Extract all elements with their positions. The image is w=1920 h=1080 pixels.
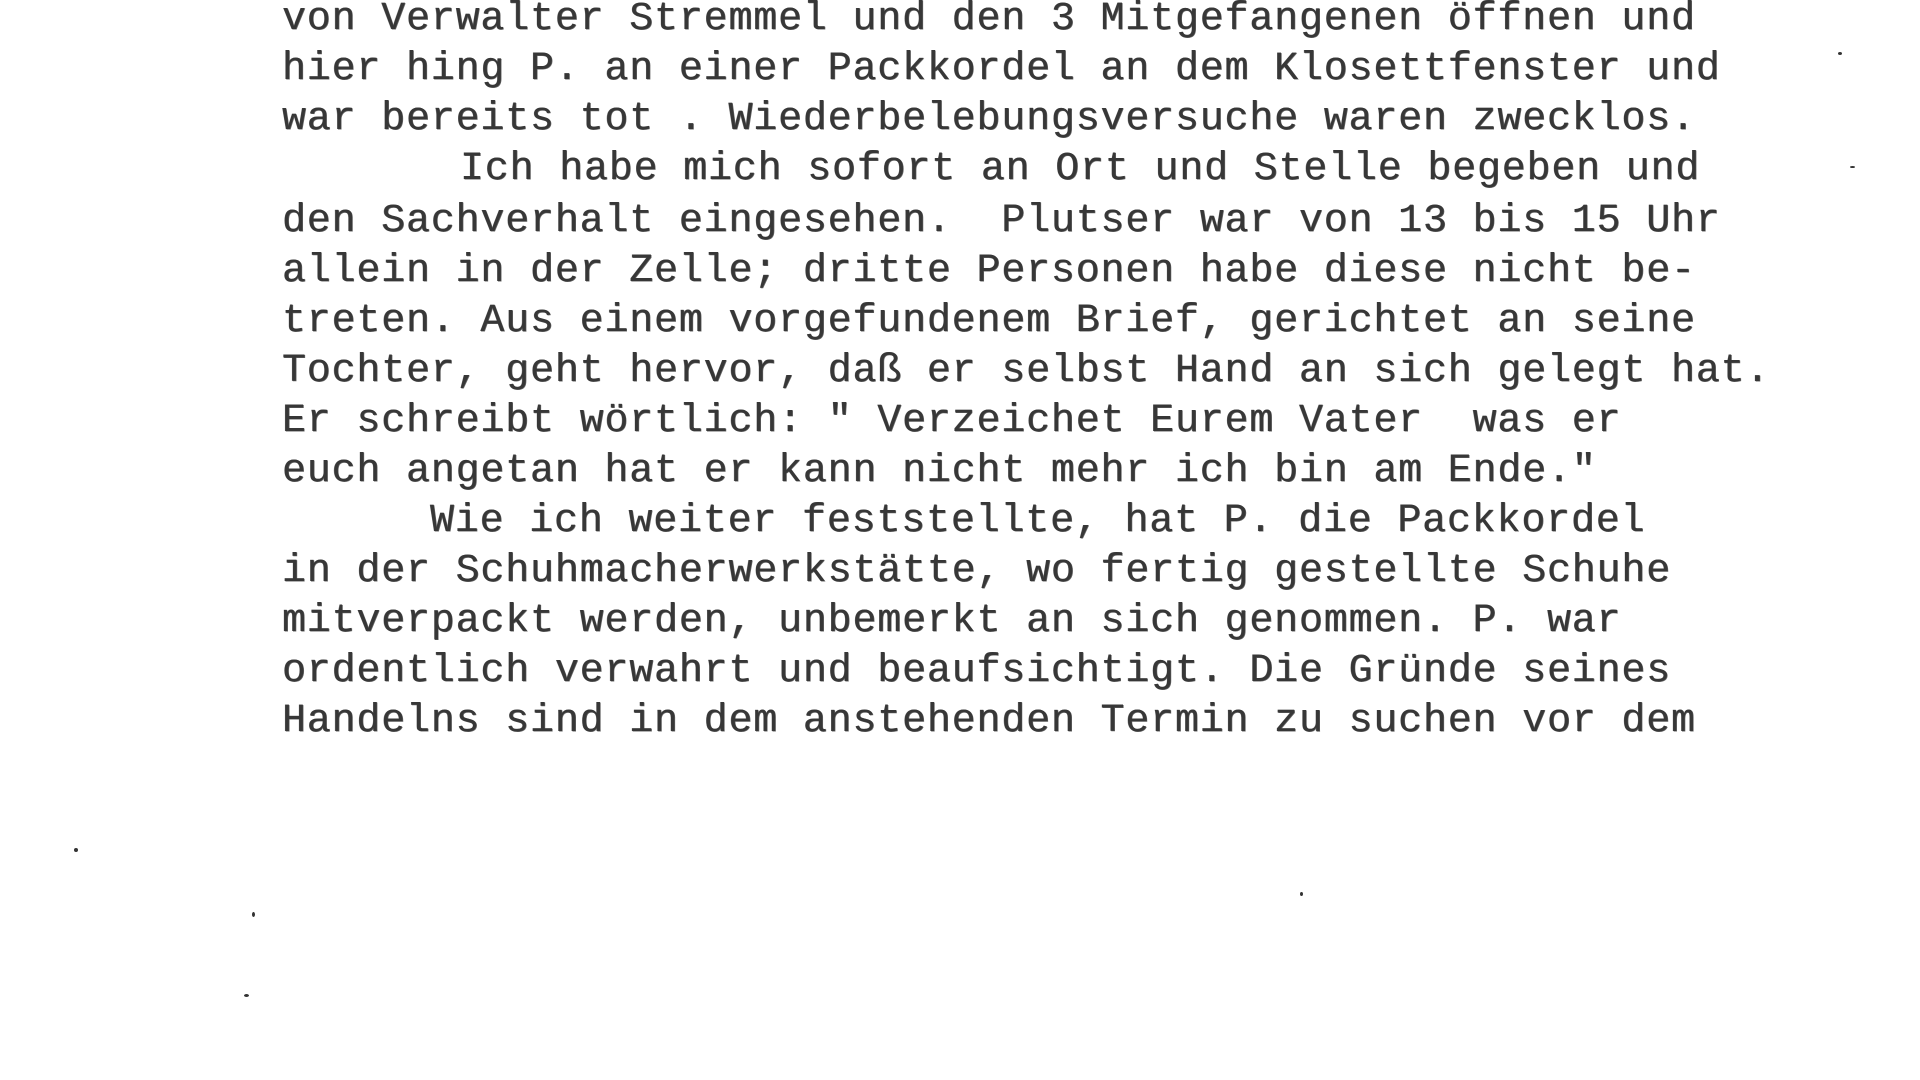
- text-line-10: euch angetan hat er kann nicht mehr ich bin am Ende.": [282, 449, 1597, 494]
- text-line-14: ordentlich verwahrt und beaufsichtigt. Die Gründe seines: [282, 649, 1672, 694]
- text-line-3: war bereits tot . Wiederbelebungsversuche waren zwecklos.: [282, 97, 1696, 142]
- text-line-15: Handelns sind in dem anstehenden Termin zu suchen vor dem: [282, 699, 1696, 744]
- text-line-8: Tochter, geht hervor, daß er selbst Hand an sich gelegt hat.: [282, 349, 1771, 394]
- text-line-4: Ich habe mich sofort an Ort und Stelle begeben und: [460, 147, 1701, 192]
- text-line-12: in der Schuhmacherwerkstätte, wo fertig gestellte Schuhe: [282, 549, 1672, 594]
- scan-speck: [1300, 892, 1303, 896]
- scan-speck: [252, 912, 255, 917]
- text-line-5: den Sachverhalt eingesehen. Plutser war von 13 bis 15 Uhr: [282, 199, 1721, 244]
- text-line-2: hier hing P. an einer Packkordel an dem Klosettfenster und: [282, 47, 1721, 92]
- text-line-7: treten. Aus einem vorgefundenem Brief, gerichtet an seine: [282, 299, 1696, 344]
- scan-speck: [244, 994, 249, 997]
- text-line-13: mitverpackt werden, unbemerkt an sich genommen. P. war: [282, 599, 1622, 644]
- text-line-6: allein in der Zelle; dritte Personen habe diese nicht be-: [282, 249, 1696, 294]
- scan-speck: [1850, 166, 1855, 168]
- scan-speck: [74, 848, 78, 852]
- text-line-1: von Verwalter Stremmel und den 3 Mitgefangenen öffnen und: [282, 0, 1696, 42]
- text-line-9: Er schreibt wörtlich: " Verzeichet Eurem Vater was er: [282, 399, 1622, 444]
- scan-speck: [1838, 52, 1842, 55]
- text-line-11: Wie ich weiter feststellte, hat P. die Packkordel: [430, 499, 1646, 544]
